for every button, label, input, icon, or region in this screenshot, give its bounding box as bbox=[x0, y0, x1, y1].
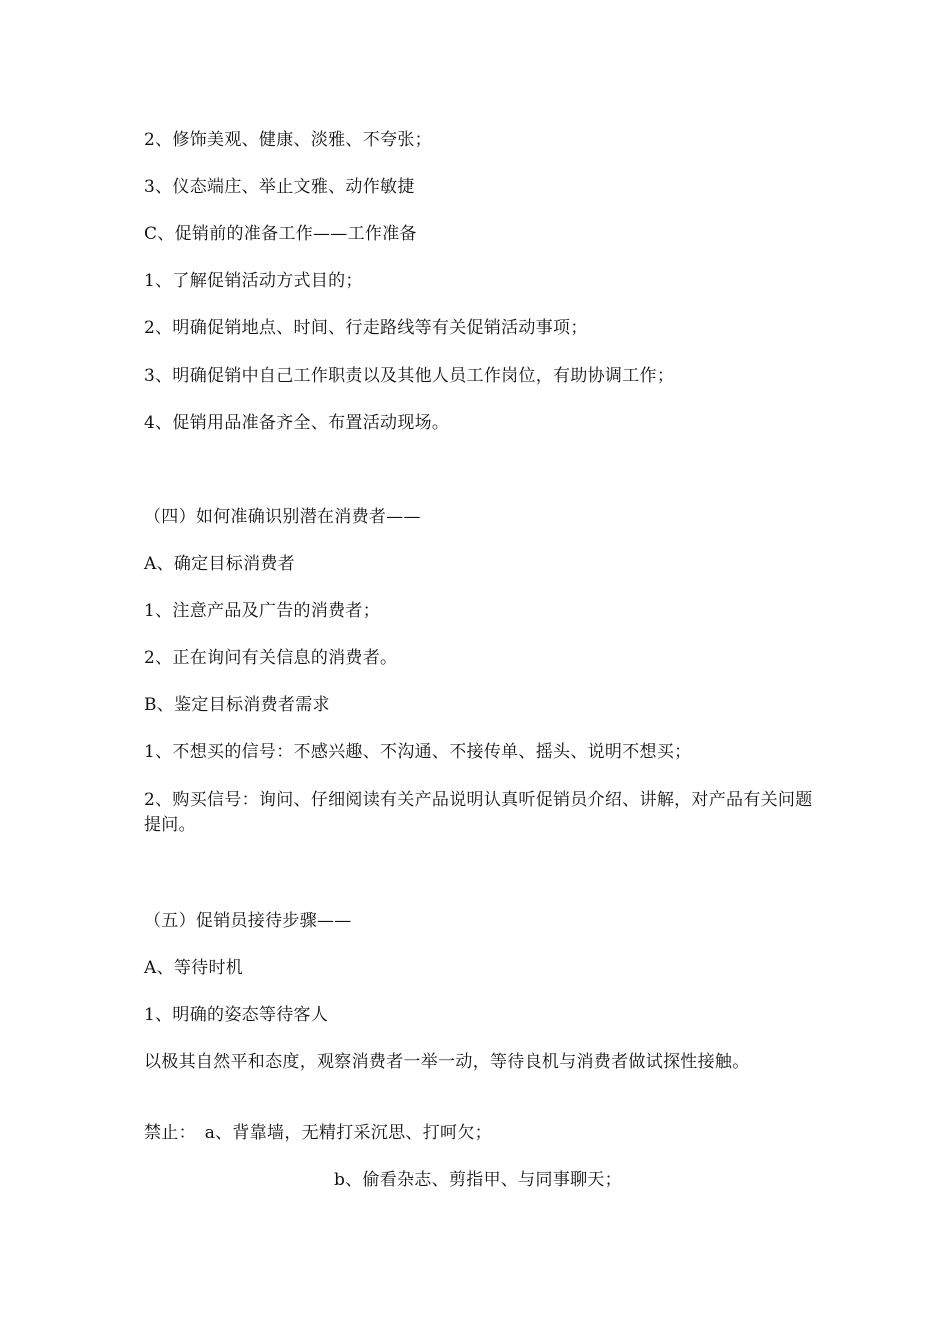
section-heading-preparation: C、促销前的准备工作——工作准备 bbox=[144, 224, 417, 244]
paragraph-waiting-1: 1、明确的姿态等待客人 bbox=[144, 1005, 329, 1025]
paragraph-prohibited-b: b、偷看杂志、剪指甲、与同事聊天； bbox=[334, 1170, 622, 1190]
paragraph-target-1: 1、注意产品及广告的消费者； bbox=[144, 601, 381, 621]
subheading-needs: B、鉴定目标消费者需求 bbox=[144, 695, 330, 715]
paragraph-posture: 3、仪态端庄、举止文雅、动作敏捷 bbox=[144, 177, 415, 197]
paragraph-prohibited-a: 禁止： a、背靠墙，无精打采沉思、打呵欠； bbox=[144, 1123, 492, 1143]
subheading-waiting: A、等待时机 bbox=[144, 958, 244, 978]
paragraph-prep-4: 4、促销用品准备齐全、布置活动现场。 bbox=[144, 413, 450, 433]
section-heading-identify: （四）如何准确识别潜在消费者—— bbox=[144, 507, 421, 527]
paragraph-needs-1: 1、不想买的信号：不感兴趣、不沟通、不接传单、摇头、说明不想买； bbox=[144, 742, 692, 762]
paragraph-target-2: 2、正在询问有关信息的消费者。 bbox=[144, 648, 398, 668]
paragraph-waiting-desc: 以极其自然平和态度，观察消费者一举一动，等待良机与消费者做试探性接触。 bbox=[144, 1052, 750, 1072]
paragraph-prep-2: 2、明确促销地点、时间、行走路线等有关促销活动事项； bbox=[144, 318, 588, 338]
paragraph-needs-2: 2、购买信号：询问、仔细阅读有关产品说明认真听促销员介绍、讲解，对产品有关问题提问。 bbox=[144, 790, 813, 835]
paragraph-grooming: 2、修饰美观、健康、淡雅、不夸张； bbox=[144, 130, 432, 150]
subheading-target: A、确定目标消费者 bbox=[144, 554, 295, 574]
section-heading-reception: （五）促销员接待步骤—— bbox=[144, 911, 352, 931]
paragraph-prep-1: 1、了解促销活动方式目的； bbox=[144, 271, 363, 291]
paragraph-prep-3: 3、明确促销中自己工作职责以及其他人员工作岗位，有助协调工作； bbox=[144, 366, 675, 386]
